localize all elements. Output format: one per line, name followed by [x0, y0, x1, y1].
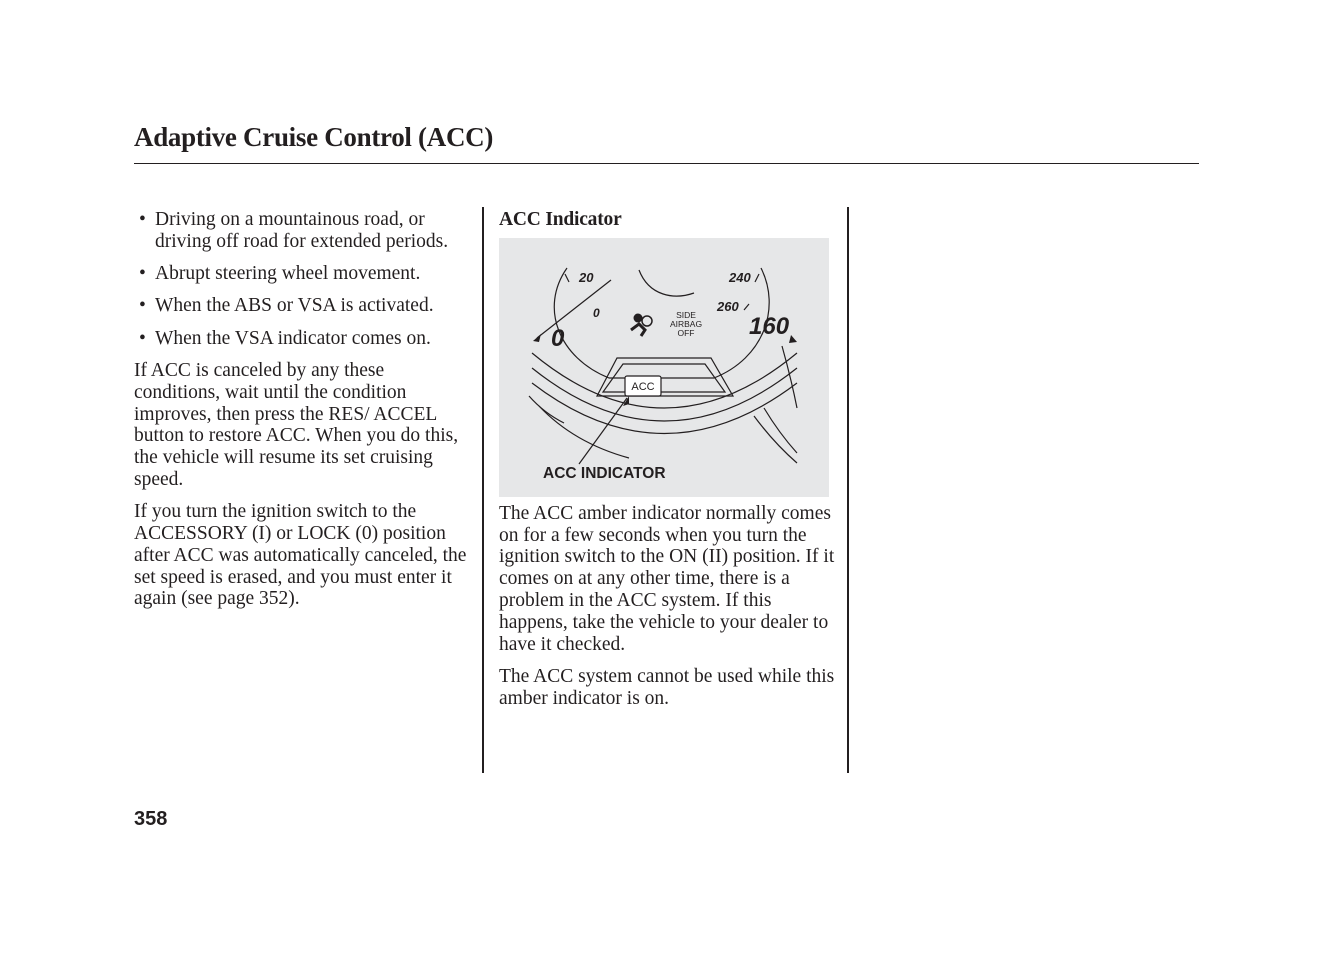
left-column	[134, 209, 472, 621]
page-title: Adaptive Cruise Control (ACC)	[134, 122, 494, 152]
body-paragraph: The ACC amber indicator normally comes on for a few seconds when you turn the ignition switch to the ON (II) position. If it comes on at any other time, there is a problem in the ACC system. If this happens, take the vehicle to your dealer to have it checked.	[499, 502, 835, 655]
speed-readout: 160	[749, 312, 790, 340]
body-paragraph: If ACC is canceled by any these conditions, wait until the condition improves, then press the RES/ ACCEL button to restore ACC. When you do this, the vehicle will resume its set cruising speed.	[134, 359, 459, 490]
bullet-dot: •	[139, 327, 146, 349]
list-item	[134, 328, 472, 350]
bullet-dot: •	[139, 295, 146, 317]
bullet-dot: •	[139, 209, 146, 230]
airbag-off-text: SIDE	[676, 309, 696, 320]
section-heading: ACC Indicator	[499, 209, 622, 230]
column-divider	[847, 207, 849, 773]
gauge-illustration	[499, 238, 829, 497]
page-number: 358	[134, 808, 168, 830]
body-paragraph: If you turn the ignition switch to the ACCESSORY (I) or LOCK (0) position after ACC was automatically canceled, the set speed is erased, and you must enter it again (see page 352).	[134, 501, 467, 610]
list-item-text: Driving on a mountainous road, or driving off road for extended periods.	[155, 209, 449, 252]
title-rule	[134, 163, 1199, 164]
bullet-dot: •	[139, 263, 146, 285]
airbag-passenger-icon	[631, 314, 652, 336]
gauge-number: 20	[579, 269, 594, 285]
acc-indicator-lamp-label: ACC	[631, 380, 655, 393]
condition-list	[134, 209, 472, 349]
list-item-text: Abrupt steering wheel movement.	[155, 263, 421, 285]
airbag-off-text: OFF	[677, 327, 695, 338]
list-item	[134, 263, 472, 285]
gauge-number: 240	[729, 269, 751, 285]
instrument-panel-figure	[499, 238, 829, 497]
list-item	[134, 295, 472, 317]
airbag-off-text: AIRBAG	[669, 318, 703, 329]
speed-readout: 0	[551, 324, 565, 352]
figure-callout: ACC INDICATOR	[543, 464, 666, 482]
list-item	[134, 209, 472, 253]
body-paragraph: The ACC system cannot be used while this amber indicator is on.	[499, 665, 835, 709]
list-item-text: When the VSA indicator comes on.	[155, 327, 431, 349]
right-column	[499, 209, 835, 720]
gauge-number: 260	[717, 298, 739, 314]
gauge-number: 0	[593, 305, 600, 320]
list-item-text: When the ABS or VSA is activated.	[155, 295, 434, 317]
column-divider	[482, 207, 484, 773]
